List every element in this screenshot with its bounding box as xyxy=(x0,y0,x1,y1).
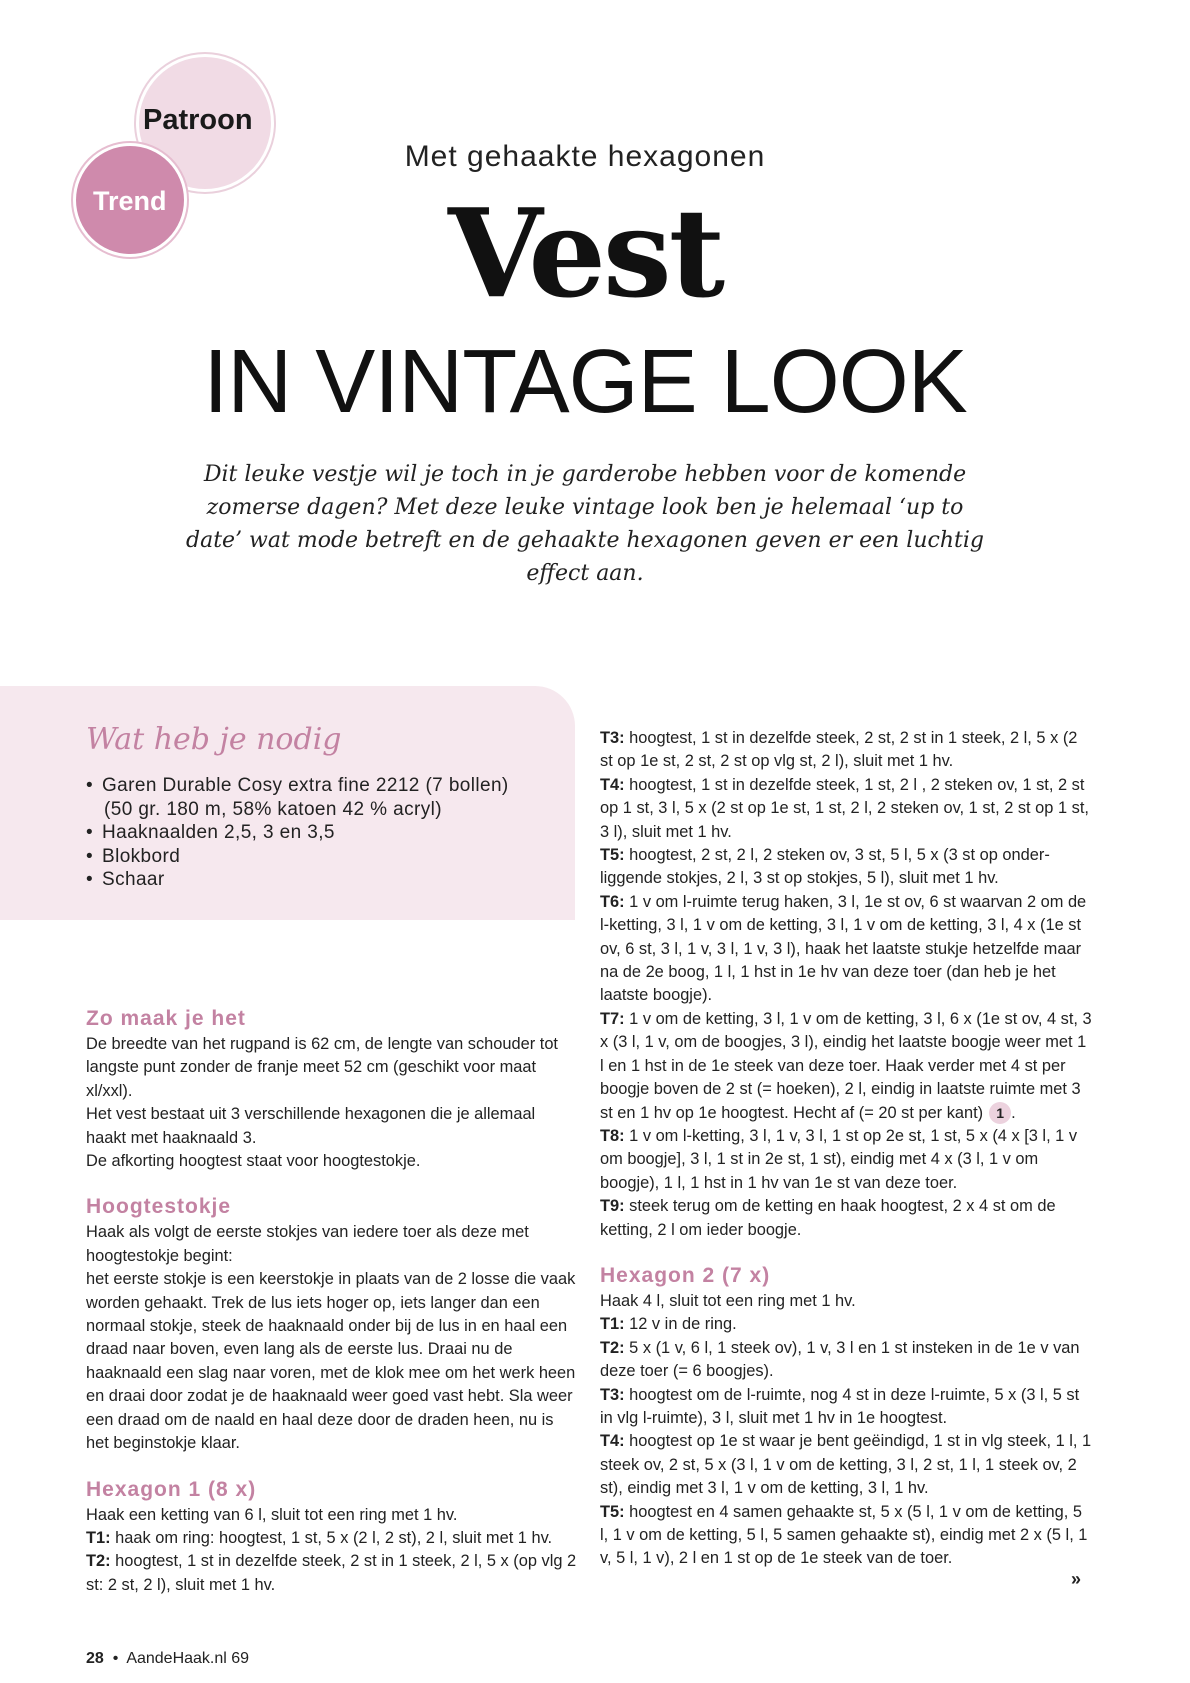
row-text: steek terug om de ketting en haak hoogtest, 2 x 4 st om de ketting, 2 l om ieder boogje. xyxy=(600,1197,1056,1239)
pattern-row: T7: 1 v om de ketting, 3 l, 1 v om de ketting, 3 l, 6 x (1e st ov, 4 st, 3 x (3 l, 1 v, om de boogjes, 3 l), eindig het laatste boogje weer met 1 l en 1 hst in de 1e steek van deze toer. Haak verder met 4 st per boogje boven de 2 st (= hoeken), 2 l, eindig in laatste ruimte met 3 st en 1 hv op 1e hoogtest. Hecht af (= 20 st per kant) 1 . xyxy=(600,1009,1092,1122)
pattern-row xyxy=(600,1313,1092,1336)
needs-item: • Schaar xyxy=(86,868,556,892)
pattern-row xyxy=(600,1501,1092,1571)
row-text: haak om ring: hoogtest, 1 st, 5 x (2 l, 2 st), 2 l, sluit met 1 hv. xyxy=(110,1528,553,1547)
paragraph: Het vest bestaat uit 3 verschillende hexagonen die je allemaal haakt met haaknaald 3. xyxy=(86,1105,536,1147)
row-label: T6: xyxy=(600,892,625,911)
footer-separator: • xyxy=(112,1650,119,1667)
row-text: hoogtest, 1 st in dezelfde steek, 2 st in 1 steek, 2 l, 5 x (op vlg 2 st: 2 st, 2 l), sluit met 1 hv. xyxy=(86,1552,577,1594)
row-label: T3: xyxy=(600,729,625,747)
needs-title: Wat heb je nodig xyxy=(86,722,342,757)
row-label: T2: xyxy=(86,1552,111,1571)
left-column xyxy=(86,1005,578,1597)
row-text: hoogtest op 1e st waar je bent geëindigd, 1 st in vlg steek, 1 l, 1 steek ov, 2 st, 5 x (3 l, 1 v om de ketting, 3 l, 2 st, 1 l, 1 steek ov, 2 st), eindig met 3 l, 1 v om de ketting, 3 l, 1 hv. xyxy=(600,1432,1092,1498)
needs-list xyxy=(86,774,556,892)
pattern-row xyxy=(600,774,1092,844)
row-text: hoogtest, 1 st in dezelfde steek, 2 st, 2 st in 1 steek, 2 l, 5 x (2 st op 1e st, 2 st, 2 st op vlg st, 2 l), sluit met 1 hv. xyxy=(600,729,1078,771)
page-number: 28 xyxy=(86,1650,104,1667)
pattern-row xyxy=(600,1337,1092,1384)
paragraph: Haak 4 l, sluit tot een ring met 1 hv. xyxy=(600,1291,856,1310)
intro-text: Dit leuke vestje wil je toch in je garderobe hebben voor de komende zomerse dagen? Met deze leuke vintage look ben je helemaal ‘up to date’ wat mode betreft en de gehaakte hexagonen geven er een luchtig effect aan. xyxy=(186,462,984,586)
pattern-row xyxy=(600,1125,1092,1195)
paragraph: Haak een ketting van 6 l, sluit tot een ring met 1 hv. xyxy=(86,1505,458,1524)
pattern-row xyxy=(86,1527,578,1550)
row-text: 1 v om l-ketting, 3 l, 1 v, 3 l, 1 st op 2e st, 1 st, 5 x (4 x [3 l, 1 v om boogje], 3 l, 1 st in 2e st, 1 st), eindig met 4 x (3 l, 1 v om boogje), 1 l, 1 hst in 1 hv van 1e st van deze toer. xyxy=(600,1126,1078,1192)
pattern-row xyxy=(600,1430,1092,1500)
pattern-row xyxy=(600,1384,1092,1431)
paragraph: Haak als volgt de eerste stokjes van iedere toer als deze met hoogtestokje begint: xyxy=(86,1223,529,1265)
row-label: T4: xyxy=(600,775,625,794)
row-label: T9: xyxy=(600,1197,625,1216)
kicker: Met gehaakte hexagonen xyxy=(404,140,766,173)
figure-reference: 1 xyxy=(989,1102,1011,1124)
needs-item: • Haaknaalden 2,5, 3 en 3,5 xyxy=(86,821,556,845)
continue-arrow-icon: » xyxy=(1071,1569,1082,1589)
row-text: hoogtest, 1 st in dezelfde steek, 1 st, 2 l , 2 steken ov, 1 st, 2 st op 1 st, 3 l, 5 x (2 st op 1e st, 1 st, 2 l, 2 steken ov, 1 st, 2 st op 1 st, 3 l), sluit met 1 hv. xyxy=(600,775,1089,841)
row-label: T1: xyxy=(86,1528,111,1547)
paragraph: De afkorting hoogtest staat voor hoogtestokje. xyxy=(86,1152,421,1171)
row-text: 1 v om l-ruimte terug haken, 3 l, 1e st ov, 6 st waarvan 2 om de l-ketting, 3 l, 1 v om de ketting, 3 l, 1 v om de ketting, 3 l, 4 x (1e st ov, 6 st, 3 l, 1 v, 3 l, 1 v, 3 l), haak het laatste stukje hetzelfde maar na de 2e boog, 1 l, 1 hst in 1e hv van deze toer (dan heb je het laatste boogje). xyxy=(600,892,1087,1005)
row-text: 12 v in de ring. xyxy=(624,1315,737,1334)
row-label: T8: xyxy=(600,1126,625,1145)
row-label: T5: xyxy=(600,1502,625,1521)
page-title: Vest xyxy=(447,181,723,325)
row-label: T4: xyxy=(600,1432,625,1451)
row-label: T5: xyxy=(600,846,625,865)
row-label: T3: xyxy=(600,1385,625,1404)
row-label: T2: xyxy=(600,1338,625,1357)
needs-item: (50 gr. 180 m, 58% katoen 42 % acryl) xyxy=(104,798,442,820)
badge-trend: Trend xyxy=(93,186,167,216)
pattern-row xyxy=(86,1550,578,1597)
row-label: T7: xyxy=(600,1009,625,1028)
section-title-hexagon-2: Hexagon 2 (7 x) xyxy=(600,1263,771,1287)
row-text: hoogtest, 2 st, 2 l, 2 steken ov, 3 st, 5 l, 5 x (3 st op onderliggende stokjes, 2 l, 3 st op stokjes, 5 l), sluit met 1 hv. xyxy=(600,846,1050,888)
magazine-name: AandeHaak.nl 69 xyxy=(126,1650,250,1667)
section-title-hoogtestokje: Hoogtestokje xyxy=(86,1195,232,1219)
pattern-row xyxy=(600,891,1092,1008)
row-label: T1: xyxy=(600,1315,625,1334)
needs-item: • Garen Durable Cosy extra fine 2212 (7 bollen) xyxy=(86,774,556,798)
badge-patroon: Patroon xyxy=(143,104,253,136)
row-text: 1 v om de ketting, 3 l, 1 v om de ketting, 3 l, 6 x (1e st ov, 4 st, 3 x (3 l, 1 v, om de boogjes, 3 l), eindig het laatste boogje weer met 1 l en 1 hst in de 1e steek van deze toer. Haak verder met 4 st per boogje boven de 2 st (= hoeken), 2 l, eindig in laatste ruimte met 3 st en 1 hv op 1e hoogtest. Hecht af (= 20 st per kant) xyxy=(600,1009,1092,1122)
pattern-row xyxy=(600,1195,1092,1242)
needs-item: • Blokbord xyxy=(86,845,556,869)
page-subtitle: IN VINTAGE LOOK xyxy=(203,332,967,432)
paragraph: De breedte van het rugpand is 62 cm, de lengte van schouder tot langste punt zonder de franje meet 52 cm (geschikt voor maat xl/xxl). xyxy=(86,1035,558,1100)
right-column xyxy=(600,727,1092,1571)
section-title-hexagon-1: Hexagon 1 (8 x) xyxy=(86,1477,257,1501)
row-text: hoogtest om de l-ruimte, nog 4 st in deze l-ruimte, 5 x (3 l, 5 st in vlg l-ruimte), 3 l, sluit met 1 hv in 1e hoogtest. xyxy=(600,1385,1080,1427)
row-text: hoogtest en 4 samen gehaakte st, 5 x (5 l, 1 v om de ketting, 5 l, 1 v om de ketting, 5 l, 5 samen gehaakte st), eindig met 2 x (5 l, 1 v, 5 l, 1 v), 2 l en 1 st op de 1e steek van de toer. xyxy=(600,1502,1088,1568)
row-text: 5 x (1 v, 6 l, 1 steek ov), 1 v, 3 l en 1 st insteken in de 1e v van deze toer (= 6 boogjes). xyxy=(600,1338,1080,1381)
section-title-zo: Zo maak je het xyxy=(86,1007,246,1030)
footer xyxy=(86,1650,249,1668)
pattern-row xyxy=(600,844,1092,891)
pattern-row xyxy=(600,727,1092,774)
paragraph: het eerste stokje is een keerstokje in plaats van de 2 losse die vaak worden gehaakt. Trek de lus iets hoger op, iets langer dan een normaal stokje, steek de haaknaald onder bij de lus in en haal een draad naar boven, even lang als de eerste lus. Draai nu de haaknaald een slag naar voren, met de klok mee om het werk heen en draai door zodat je de haaknaald weer goed vast hebt. Sla weer een draad om de naald en haal deze door de draden heen, nu is het beginstokje klaar. xyxy=(86,1270,576,1453)
